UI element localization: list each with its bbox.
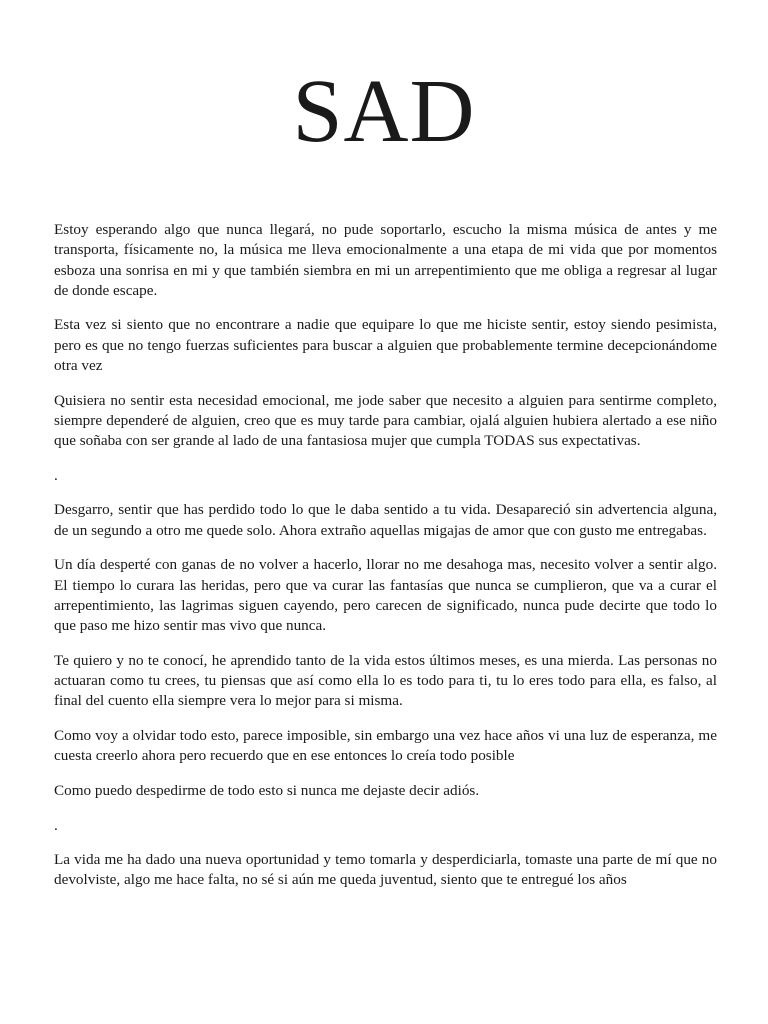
paragraph: Un día desperté con ganas de no volver a hacerlo, llorar no me desahoga mas, necesito volver a sentir algo. El tiempo lo curara las heridas, pero que va curar las fantasías que nunca se cumplieron, que va a curar el arrepentimiento, las lagrimas siguen cayendo, pero carecen de significado, nunca pude decirte que todo lo que paso me hizo sentir mas vivo que nunca. (54, 556, 717, 635)
paragraph: Desgarro, sentir que has perdido todo lo que le daba sentido a tu vida. Desapareció sin advertencia alguna, de un segundo a otro me quede solo. Ahora extraño aquellas migajas de amor que con gusto me entregabas. (54, 501, 717, 539)
paragraph: Esta vez si siento que no encontrare a nadie que equipare lo que me hiciste sentir, estoy siendo pesimista, pero es que no tengo fuerzas suficientes para buscar a alguien que probablemente termine decepcionándome otra vez (54, 316, 717, 375)
document-body (54, 220, 717, 905)
paragraph: Te quiero y no te conocí, he aprendido tanto de la vida estos últimos meses, es una mierda. Las personas no actuaran como tu crees, tu piensas que así como ella lo es todo para ti, tu lo eres todo para ella, es falso, al final del cuento ella siempre vera lo mejor para si misma. (54, 651, 717, 710)
paragraph: Estoy esperando algo que nunca llegará, no pude soportarlo, escucho la misma música de antes y me transporta, físicamente no, la música me lleva emocionalmente a una etapa de mi vida que por momentos esboza una sonrisa en mi y que también siembra en mi un arrepentimiento que me obliga a regresar al lugar de donde escape. (54, 221, 717, 299)
document-title: SAD (292, 62, 476, 161)
paragraph-separator: . (54, 816, 58, 834)
paragraph: Como puedo despedirme de todo esto si nunca me dejaste decir adiós. (54, 781, 480, 799)
paragraph: Como voy a olvidar todo esto, parece imposible, sin embargo una vez hace años vi una luz de esperanza, me cuesta creerlo ahora pero recuerdo que en ese entonces lo creía todo posible (54, 727, 717, 765)
paragraph: La vida me ha dado una nueva oportunidad y temo tomarla y desperdiciarla, tomaste una parte de mí que no devolviste, algo me hace falta, no sé si aún me queda juventud, siento que te entregué los años (54, 851, 717, 889)
paragraph-separator: . (54, 466, 58, 484)
paragraph: Quisiera no sentir esta necesidad emocional, me jode saber que necesito a alguien para sentirme completo, siempre dependeré de alguien, creo que es muy tarde para cambiar, ojalá alguien hubiera alertado a ese niño que soñaba con ser grande al lado de una fantasiosa mujer que cumpla TODAS sus expectativas. (54, 391, 717, 450)
